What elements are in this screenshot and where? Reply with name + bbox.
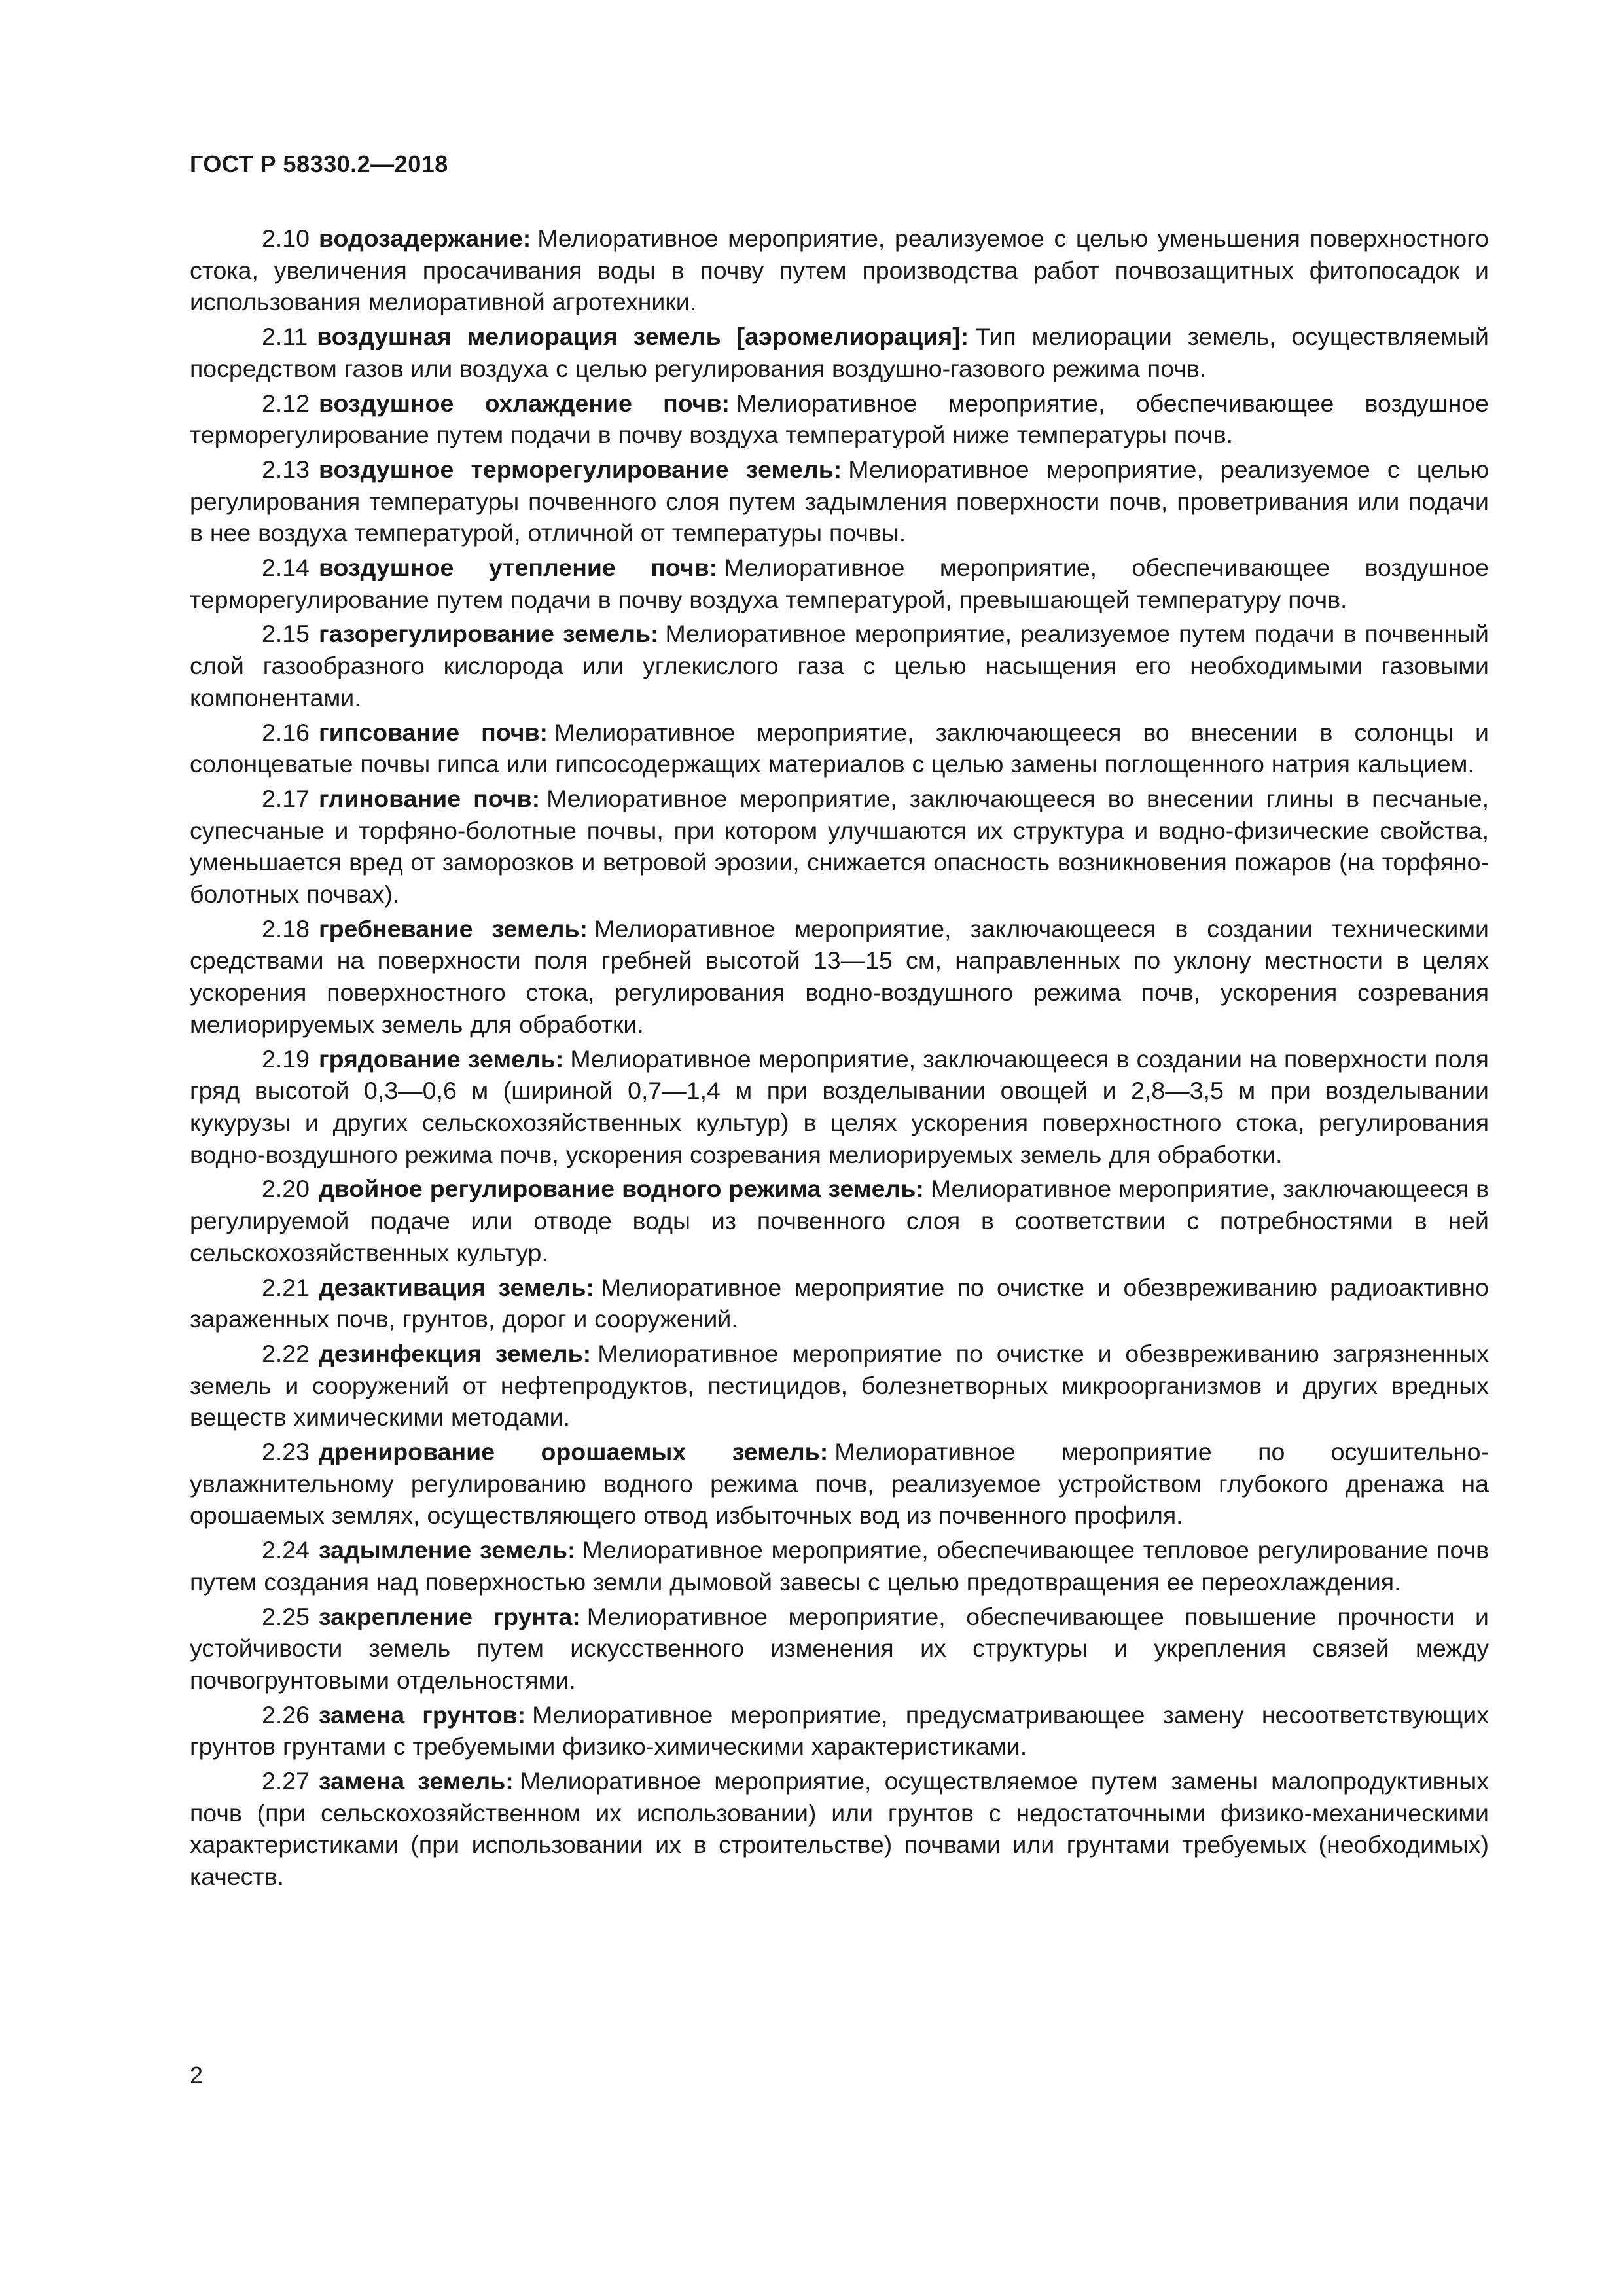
entry-number: 2.15 <box>262 620 310 648</box>
entry-term: двойное регулирование водного режима земель: <box>319 1175 924 1203</box>
term-entry-2-24 <box>190 1534 1489 1598</box>
entry-number: 2.27 <box>262 1767 310 1795</box>
entry-definition: Мелиоративное мероприятие, заключающееся во внесении в солонцы и солонцеватые почвы гипса или гипсосодержащих материалов с целью замены поглощенного натрия кальцием. <box>190 718 1489 778</box>
term-entry-2-23 <box>190 1436 1489 1532</box>
entry-definition: Мелиоративное мероприятие, предусматривающее замену несоответствующих грунтов грунтами с требуемыми физико-химическими характеристиками. <box>190 1700 1489 1761</box>
entry-number: 2.20 <box>262 1175 310 1203</box>
entry-definition: Мелиоративное мероприятие, заключающееся в создании техническими средствами на поверхности поля гребней высотой 13—15 см, направленных по уклону местности в целях ускорения поверхностного стока, регулирования водно-воздушного режима почв, ускорения созревания мелиорируемых земель для обработки. <box>190 914 1489 1038</box>
entry-number: 2.16 <box>262 718 310 746</box>
term-entry-2-22 <box>190 1338 1489 1433</box>
entry-term: задымление земель: <box>319 1536 576 1564</box>
entry-definition: Мелиоративное мероприятие, осуществляемое путем замены малопродуктивных почв (при сельскохозяйственном их использовании) или грунтов с недостаточными физико-механическими характеристиками (при использовании их в строительстве) почвами или грунтами требуемых (необходимых) качеств. <box>190 1767 1489 1891</box>
entry-term: дезактивация земель: <box>319 1273 594 1301</box>
term-entry-2-19 <box>190 1043 1489 1171</box>
entry-term: гребневание земель: <box>319 914 588 942</box>
entry-term: воздушное терморегулирование земель: <box>319 455 842 483</box>
entry-definition: Мелиоративное мероприятие, обеспечивающее тепловое регулирование почв путем создания над поверхностью земли дымовой завесы с целью предотвращения ее переохлаждения. <box>190 1536 1489 1596</box>
entry-term: воздушная мелиорация земель [аэромелиорация]: <box>317 323 969 351</box>
entry-number: 2.23 <box>262 1438 310 1466</box>
entry-number: 2.17 <box>262 784 310 812</box>
entry-number: 2.10 <box>262 224 310 252</box>
terms-list <box>190 223 1489 1895</box>
entry-definition: Мелиоративное мероприятие, заключающееся в регулируемой подаче или отводе воды из почвенного слоя в соответствии с потребностями в ней сельскохозяйственных культур. <box>190 1175 1489 1266</box>
entry-term: газорегулирование земель: <box>319 620 659 648</box>
entry-number: 2.24 <box>262 1536 310 1564</box>
term-entry-2-21 <box>190 1272 1489 1335</box>
entry-term: дезинфекция земель: <box>319 1339 592 1367</box>
entry-number: 2.14 <box>262 554 310 582</box>
entry-number: 2.22 <box>262 1339 310 1367</box>
entry-number: 2.25 <box>262 1602 310 1630</box>
page-number: 2 <box>190 2062 204 2089</box>
entry-definition: Мелиоративное мероприятие, реализуемое с целью уменьшения поверхностного стока, увеличения просачивания воды в почву путем производства работ почвозащитных фитопосадок и использования мелиоративной агротехники. <box>190 224 1489 316</box>
entry-definition: Тип мелиорации земель, осуществляемый посредством газов или воздуха с целью регулирования воздушно-газового режима почв. <box>190 323 1489 382</box>
term-entry-2-26 <box>190 1699 1489 1763</box>
term-entry-2-12 <box>190 387 1489 451</box>
entry-number: 2.21 <box>262 1273 310 1301</box>
entry-number: 2.12 <box>262 389 310 417</box>
entry-term: закрепление грунта: <box>319 1602 580 1630</box>
entry-term: водозадержание: <box>319 224 531 252</box>
entry-definition: Мелиоративное мероприятие, обеспечивающее повышение прочности и устойчивости земель путем искусственного изменения их структуры и укрепления связей между почвогрунтовыми отдельностями. <box>190 1602 1489 1694</box>
entry-definition: Мелиоративное мероприятие, обеспечивающее воздушное терморегулирование путем подачи в почву воздуха температурой, превышающей температуру почв. <box>190 554 1489 613</box>
entry-number: 2.13 <box>262 455 310 483</box>
entry-term: воздушное охлаждение почв: <box>319 389 730 417</box>
term-entry-2-27 <box>190 1765 1489 1893</box>
term-entry-2-17 <box>190 783 1489 910</box>
term-entry-2-13 <box>190 454 1489 549</box>
entry-term: замена земель: <box>319 1767 514 1795</box>
entry-term: гипсование почв: <box>319 718 548 746</box>
document-code-header: ГОСТ Р 58330.2—2018 <box>190 151 448 177</box>
term-entry-2-25 <box>190 1601 1489 1696</box>
term-entry-2-18 <box>190 913 1489 1041</box>
term-entry-2-16 <box>190 717 1489 780</box>
term-entry-2-11 <box>190 321 1489 384</box>
entry-definition: Мелиоративное мероприятие, реализуемое с целью регулирования температуры почвенного слоя путем задымления поверхности почв, проветривания или подачи в нее воздуха температурой, отличной от температуры почвы. <box>190 455 1489 547</box>
entry-number: 2.26 <box>262 1700 310 1729</box>
term-entry-2-20 <box>190 1173 1489 1268</box>
entry-term: замена грунтов: <box>319 1700 526 1729</box>
entry-definition: Мелиоративное мероприятие по очистке и обезвреживанию радиоактивно зараженных почв, грунтов, дорог и сооружений. <box>190 1273 1489 1333</box>
entry-definition: Мелиоративное мероприятие, реализуемое путем подачи в почвенный слой газообразного кислорода или углекислого газа с целью насыщения его необходимыми газовыми компонентами. <box>190 620 1489 711</box>
term-entry-2-14 <box>190 552 1489 615</box>
entry-term: дренирование орошаемых земель: <box>319 1438 829 1466</box>
entry-number: 2.19 <box>262 1045 310 1073</box>
entry-definition: Мелиоративное мероприятие, заключающееся во внесении глины в песчаные, супесчаные и торфяно-болотные почвы, при котором улучшаются их структура и водно-физические свойства, уменьшается вред от заморозков и ветровой эрозии, снижается опасность возникновения пожаров (на торфяно-болотных почвах). <box>190 784 1489 908</box>
entry-term: воздушное утепление почв: <box>319 554 718 582</box>
entry-number: 2.11 <box>262 323 308 351</box>
entry-number: 2.18 <box>262 914 310 942</box>
term-entry-2-10 <box>190 223 1489 318</box>
entry-term: глинование почв: <box>319 784 541 812</box>
term-entry-2-15 <box>190 618 1489 713</box>
entry-definition: Мелиоративное мероприятие по осушительно-увлажнительному регулированию водного режима почв, реализуемое устройством глубокого дренажа на орошаемых землях, осуществляющего отвод избыточных вод из почвенного профиля. <box>190 1438 1489 1530</box>
entry-definition: Мелиоративное мероприятие, обеспечивающее воздушное терморегулирование путем подачи в почву воздуха температурой ниже температуры почв. <box>190 389 1489 449</box>
entry-definition: Мелиоративное мероприятие по очистке и обезвреживанию загрязненных земель и сооружений от нефтепродуктов, пестицидов, болезнетворных микроорганизмов и других вредных веществ химическими методами. <box>190 1339 1489 1431</box>
entry-term: грядование земель: <box>319 1045 564 1073</box>
entry-definition: Мелиоративное мероприятие, заключающееся в создании на поверхности поля гряд высотой 0,3—0,6 м (шириной 0,7—1,4 м при возделывании овощей и 2,8—3,5 м при возделывании кукурузы и других сельскохозяйственных культур) в целях ускорения поверхностного стока, регулирования водно-воздушного режима почв, ускорения созревания мелиорируемых земель для обработки. <box>190 1045 1489 1168</box>
